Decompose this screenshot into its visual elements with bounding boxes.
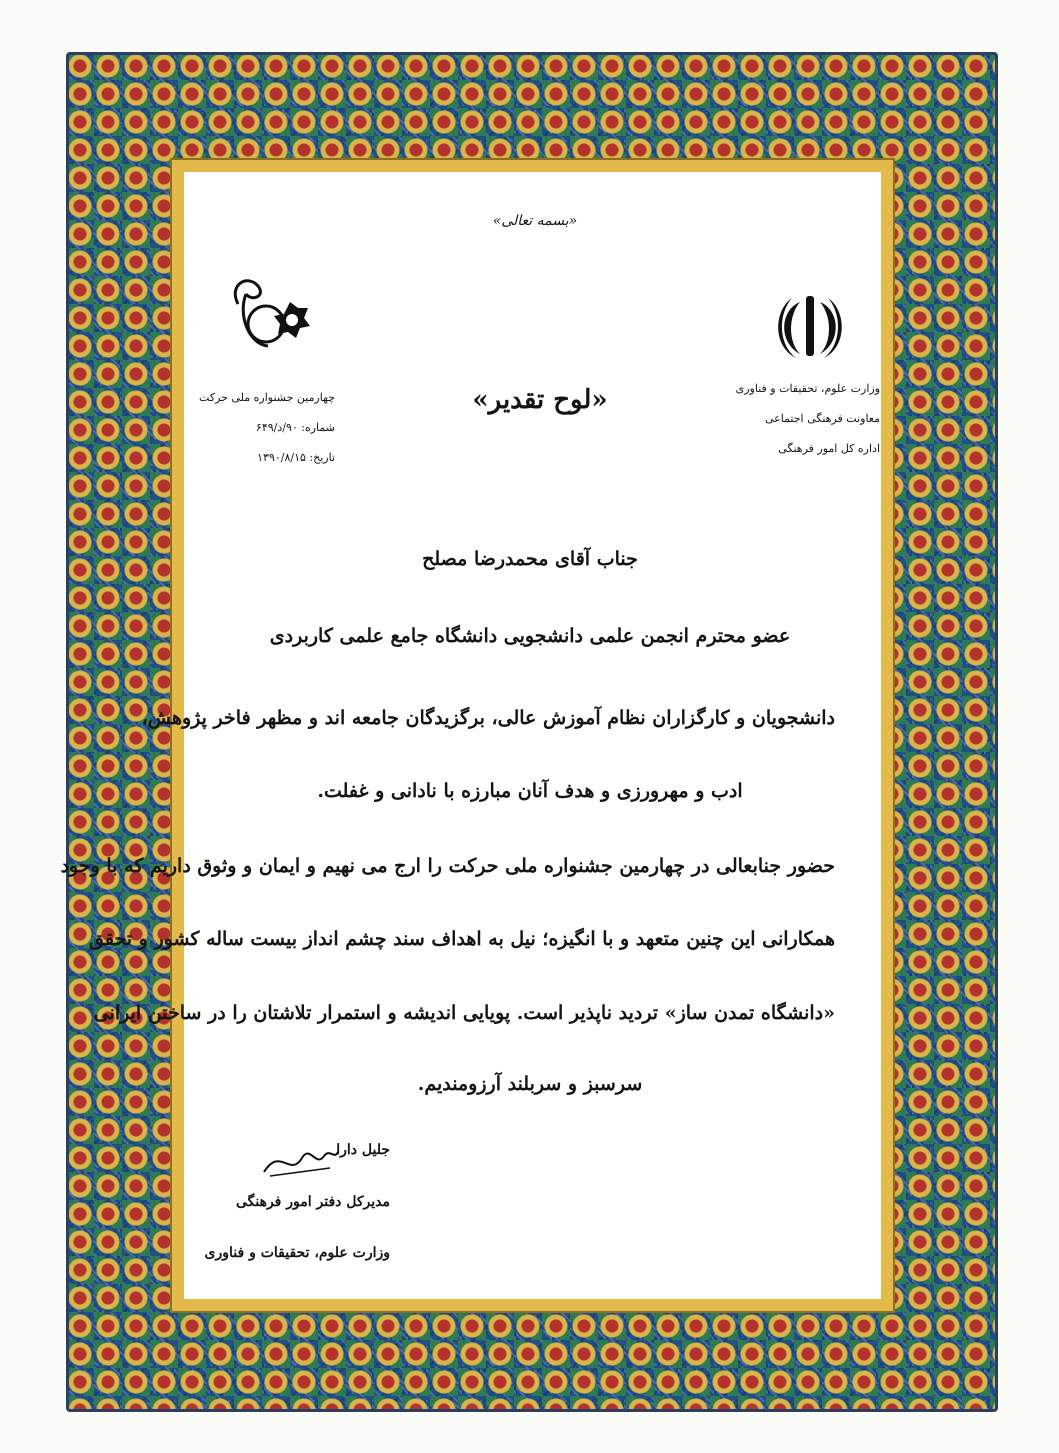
bismillah: «بسمه تعالی» [492,213,578,229]
signer-title: مدیرکل دفتر امور فرهنگی [235,1194,390,1210]
number-line: شماره: ۹۰/د/۶۴۹ [255,421,335,434]
festival-header [199,383,335,473]
ministry-header [700,374,880,464]
ministry-line: وزارت علوم، تحقیقات و فناوری [735,382,880,395]
festival-logo-icon [228,274,318,354]
festival-line: چهارمین جشنواره ملی حرکت [199,391,335,404]
signer-org: وزارت علوم، تحقیقات و فناوری [204,1245,390,1261]
office-line: اداره کل امور فرهنگی [778,442,880,455]
body-line: حضور جنابعالی در چهارمین جشنواره ملی حرکت را ارج می نهیم و ایمان و وثوق داریم که با وجود [60,855,835,877]
body-line: ادب و مهرورزی و هدف آنان مبارزه با نادانی و غفلت. [317,780,743,802]
iran-emblem-icon [770,292,850,360]
body-line: عضو محترم انجمن علمی دانشجویی دانشگاه جامع علمی کاربردی [269,625,791,647]
date-line: تاریخ: ۱۳۹۰/۸/۱۵ [257,451,335,464]
body-line: «دانشگاه تمدن ساز» تردید ناپذیر است. پویایی اندیشه و استمرار تلاشتان را در ساختن ایرانی [93,1002,835,1024]
body-line: سرسبز و سربلند آرزومندیم. [417,1073,643,1095]
recipient-line: جناب آقای محمدرضا مصلح [422,548,638,570]
body-line: دانشجویان و کارگزاران نظام آموزش عالی، برگزیدگان جامعه اند و مظهر فاخر پژوهش، [141,707,835,729]
body-line: همکارانی این چنین متعهد و با انگیزه؛ نیل به اهداف سند چشم انداز بیست ساله کشور و تحقق [89,928,835,950]
signer-name: جلیل دارا [336,1142,390,1158]
deputy-line: معاونت فرهنگی اجتماعی [764,412,880,425]
certificate-title: «لوح تقدیر» [472,385,608,415]
